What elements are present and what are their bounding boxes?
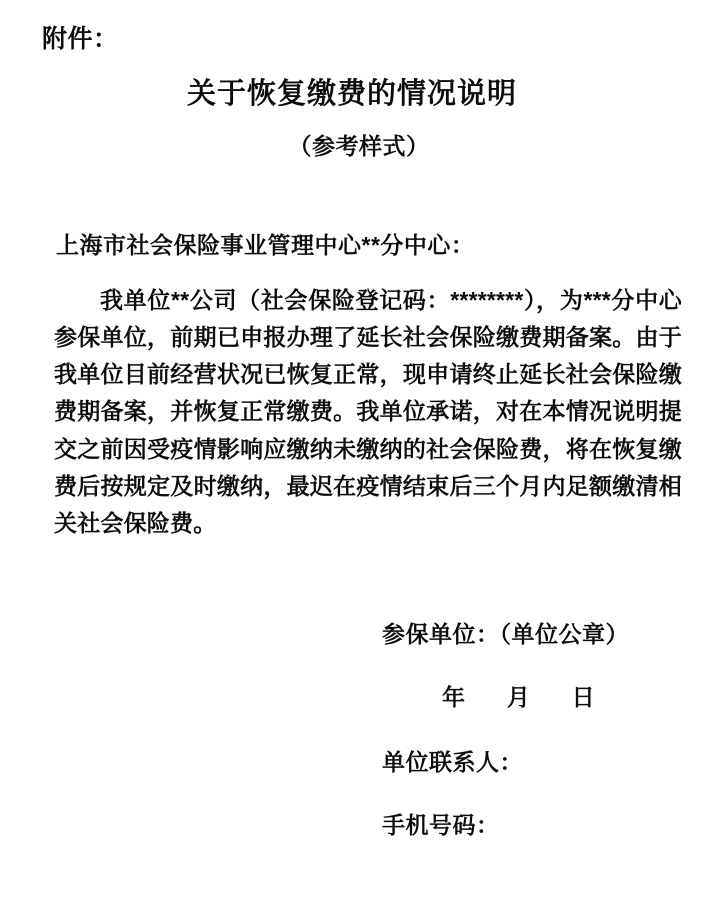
signature-phone-line: 手机号码：: [382, 812, 500, 839]
document-subtitle: （参考样式）: [288, 132, 430, 159]
recipient-line: 上海市社会保险事业管理中心**分中心：: [56, 231, 475, 258]
document-body: 我单位**公司（社会保险登记码：********），为***分中心参保单位，前期已申报办理了延长社会保险缴费期备案。由于我单位目前经营状况已恢复正常，现申请终止延长社会保险缴费期备案，并恢复正常缴费。我单位承诺，对在本情况说明提交之前因受疫情影响应缴纳未缴纳的社会保险费，将在恢复缴费后按规定及时缴纳，最迟在疫情结束后三个月内足额缴清相关社会保险费。: [54, 286, 682, 537]
signature-date-line: 年 月 日: [442, 684, 596, 711]
signature-block: [42, 616, 686, 840]
signature-contact-line: 单位联系人：: [382, 749, 523, 776]
attachment-label: 附件：: [42, 25, 119, 53]
page-title: 关于恢复缴费的情况说明: [186, 78, 517, 110]
signature-unit-line: 参保单位：（单位公章）: [382, 621, 629, 648]
